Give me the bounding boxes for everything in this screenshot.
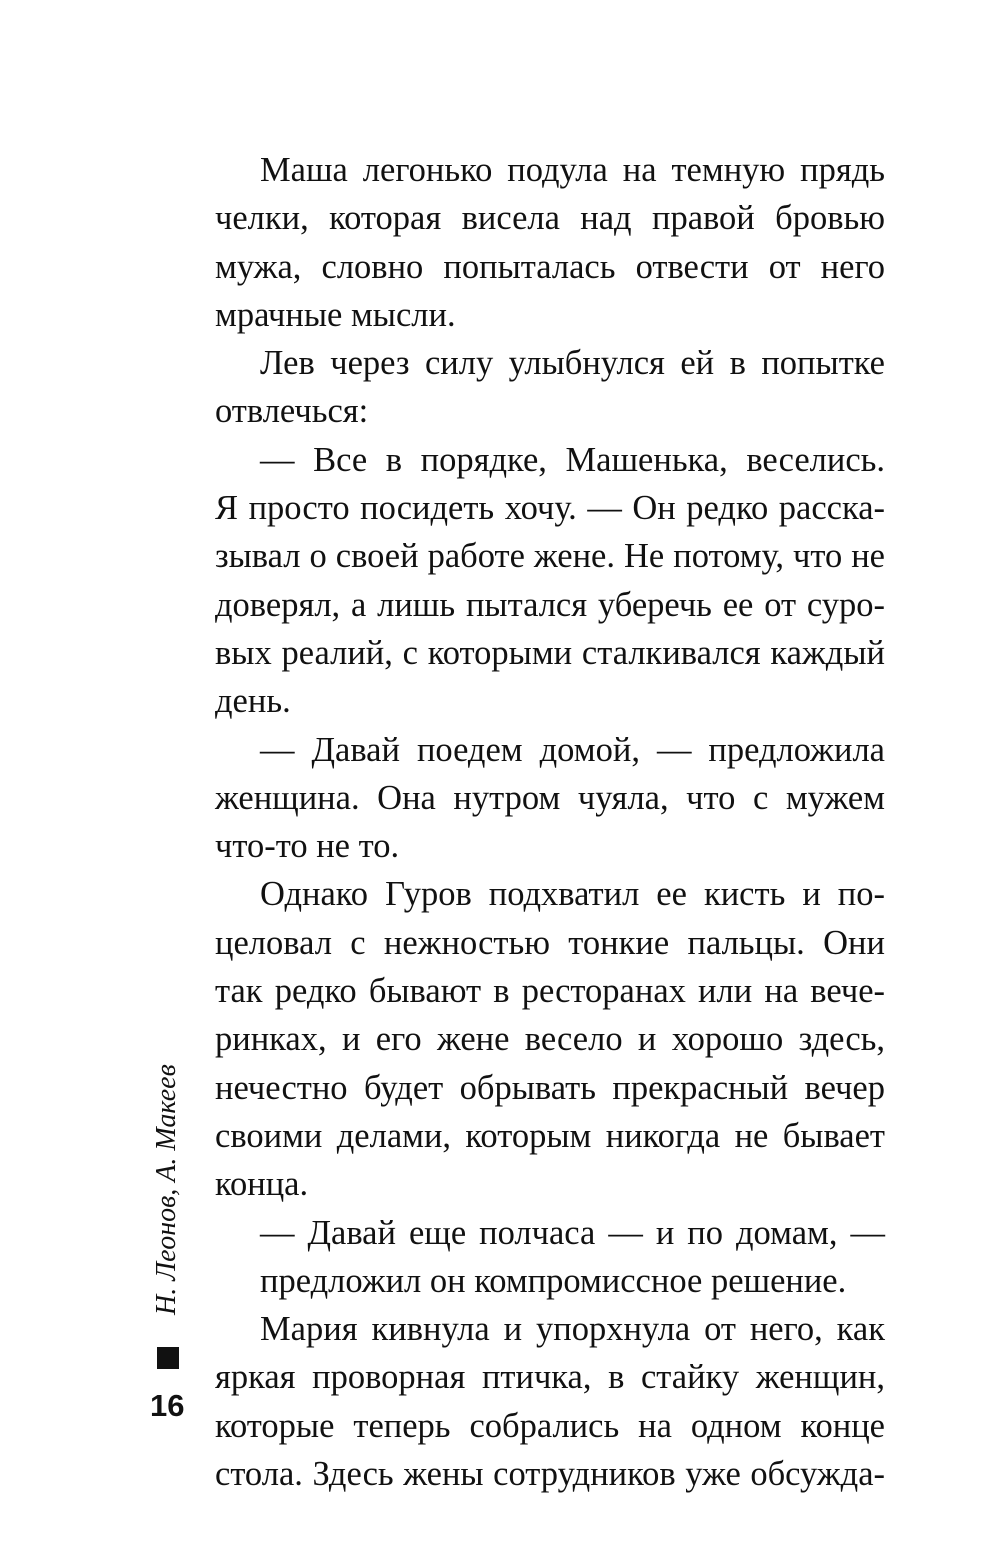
- text-line: Лев через силу улыбнулся ей в попытке: [260, 344, 885, 383]
- text-line: целовал с нежностью тонкие пальцы. Они: [215, 923, 885, 962]
- text-line: конца.: [215, 1165, 309, 1204]
- text-line: — Давай еще полчаса — и по домам, —: [260, 1213, 885, 1252]
- text-line: вых реалий, с которыми сталкивался каждый: [215, 633, 885, 672]
- text-line: стола. Здесь жены сотрудников уже обсужда-: [215, 1455, 885, 1494]
- text-line: что-то не то.: [215, 827, 400, 866]
- text-line: так редко бывают в ресторанах или на вече-: [215, 972, 885, 1011]
- text-line: челки, которая висела над правой бровью: [215, 199, 885, 238]
- text-line: мужа, словно попыталась отвести от него: [215, 247, 885, 286]
- text-line: день.: [215, 682, 291, 721]
- text-line: Я просто посидеть хочу. — Он редко расска-: [215, 489, 885, 528]
- text-line: мрачные мысли.: [215, 295, 456, 334]
- text-line: Однако Гуров подхватил ее кисть и по-: [260, 875, 885, 914]
- text-line: доверял, а лишь пытался уберечь ее от суро-: [215, 585, 885, 624]
- text-line: зывал о своей работе жене. Не потому, что не: [215, 537, 885, 576]
- text-line: предложил он компромиссное решение.: [260, 1261, 847, 1300]
- text-line: своими делами, которым никогда не бывает: [215, 1116, 885, 1155]
- text-line: — Все в порядке, Машенька, веселись.: [260, 440, 885, 479]
- text-line: которые теперь собрались на одном конце: [215, 1406, 885, 1445]
- page-number: 16: [150, 1388, 185, 1423]
- text-line: Маша легонько подула на темную прядь: [260, 151, 885, 189]
- text-line: ринках, и его жене весело и хорошо здесь,: [215, 1020, 885, 1059]
- square-marker-icon: [157, 1347, 179, 1369]
- text-line: нечестно будет обрывать прекрасный вечер: [215, 1068, 885, 1107]
- body-text: [215, 146, 885, 1498]
- text-line: Мария кивнула и упорхнула от него, как: [260, 1310, 885, 1349]
- text-line: женщина. Она нутром чуяла, что с мужем: [215, 778, 885, 817]
- text-line: отвлечься:: [215, 392, 369, 431]
- text-line: — Давай поедем домой, — предложила: [260, 730, 885, 769]
- text-line: яркая проворная птичка, в стайку женщин,: [215, 1358, 885, 1397]
- running-head-authors: Н. Леонов, А. Макеев: [151, 1064, 182, 1315]
